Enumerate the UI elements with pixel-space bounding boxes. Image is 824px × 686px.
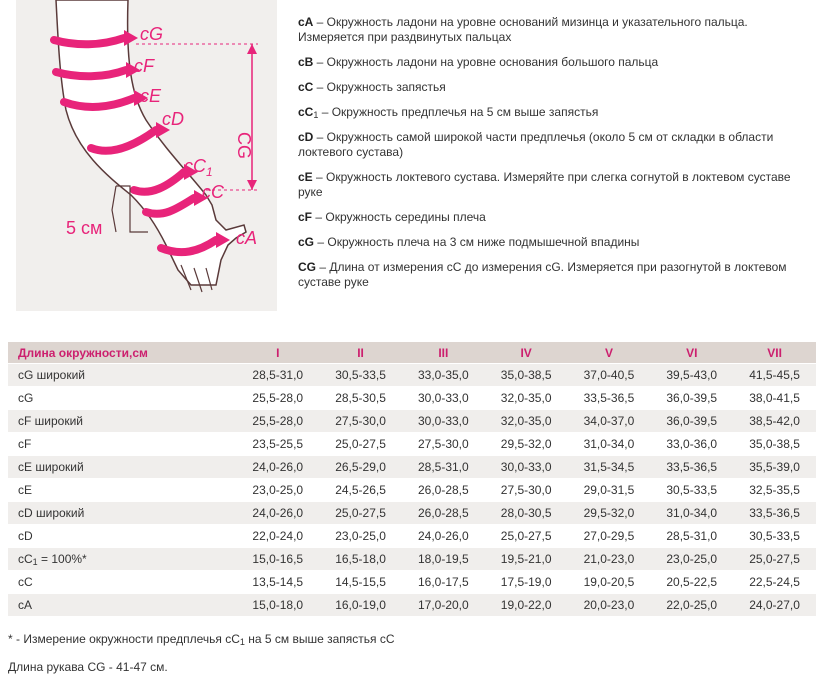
row-label: cF: [8, 433, 236, 456]
table-cell: 32,0-35,0: [485, 410, 568, 433]
table-cell: 25,5-28,0: [236, 410, 319, 433]
table-cell: 27,5-30,0: [319, 410, 402, 433]
table-cell: 31,0-34,0: [568, 433, 651, 456]
table-cell: 29,5-32,0: [568, 502, 651, 525]
table-row: [8, 479, 816, 502]
header-size-I: I: [236, 342, 319, 364]
table-cell: 33,5-36,5: [733, 502, 816, 525]
table-cell: 16,0-19,0: [319, 594, 402, 617]
table-cell: 24,0-26,0: [236, 502, 319, 525]
legend-item-cF: cF – Окружность середины плеча: [298, 210, 486, 224]
table-cell: 19,0-20,5: [568, 571, 651, 594]
table-cell: 13,5-14,5: [236, 571, 319, 594]
label-cE: cE: [140, 86, 162, 106]
row-label: $cC_1 = 100\%*$: [8, 548, 236, 571]
sleeve-length-note: Длина рукава CG - 41-47 см.: [8, 660, 168, 674]
table-cell: 25,0-27,5: [319, 433, 402, 456]
table-row: [8, 387, 816, 410]
label-cC1: $cC_1$: [184, 156, 213, 179]
header-size-VII: VII: [733, 342, 816, 364]
table-cell: 34,0-37,0: [568, 410, 651, 433]
table-cell: 32,5-35,5: [733, 479, 816, 502]
table-row: [8, 456, 816, 479]
table-cell: 36,0-39,5: [650, 410, 733, 433]
table-cell: 33,5-36,5: [568, 387, 651, 410]
row-label: cG широкий: [8, 364, 236, 387]
legend-item-cC1: $cC_1$ – Окружность предплечья на 5 см выше запястья: [298, 105, 599, 120]
header-label: Длина окружности,см: [8, 342, 236, 364]
header-size-V: V: [568, 342, 651, 364]
table-cell: 30,5-33,5: [319, 364, 402, 387]
legend-item-cC: cC – Окружность запястья: [298, 80, 446, 94]
label-cA: cA: [236, 228, 258, 248]
table-cell: 14,5-15,5: [319, 571, 402, 594]
table-cell: 20,0-23,0: [568, 594, 651, 617]
table-cell: 22,0-25,0: [650, 594, 733, 617]
table-cell: 24,5-26,5: [319, 479, 402, 502]
table-cell: 31,0-34,0: [650, 502, 733, 525]
table-row: [8, 525, 816, 548]
row-label: cD: [8, 525, 236, 548]
table-cell: 30,5-33,5: [650, 479, 733, 502]
row-label: cD широкий: [8, 502, 236, 525]
arm-diagram: [16, 0, 277, 311]
table-cell: 25,0-27,5: [733, 548, 816, 571]
header-size-III: III: [402, 342, 485, 364]
table-cell: 24,0-26,0: [402, 525, 485, 548]
table-cell: 21,0-23,0: [568, 548, 651, 571]
table-cell: 35,0-38,5: [485, 364, 568, 387]
table-cell: 36,0-39,5: [650, 387, 733, 410]
row-label: cA: [8, 594, 236, 617]
table-cell: 18,0-19,5: [402, 548, 485, 571]
table-cell: 26,0-28,5: [402, 479, 485, 502]
table-row: [8, 433, 816, 456]
table-cell: 25,0-27,5: [485, 525, 568, 548]
table-cell: 38,0-41,5: [733, 387, 816, 410]
table-cell: 31,5-34,5: [568, 456, 651, 479]
table-cell: 26,0-28,5: [402, 502, 485, 525]
row-label: cE широкий: [8, 456, 236, 479]
table-cell: 19,0-22,0: [485, 594, 568, 617]
table-cell: 27,5-30,0: [402, 433, 485, 456]
table-cell: 24,0-27,0: [733, 594, 816, 617]
table-cell: 23,0-25,0: [319, 525, 402, 548]
table-cell: 28,5-30,5: [319, 387, 402, 410]
header-size-VI: VI: [650, 342, 733, 364]
table-cell: 32,0-35,0: [485, 387, 568, 410]
table-cell: 28,5-31,0: [650, 525, 733, 548]
row-label: cF широкий: [8, 410, 236, 433]
table-cell: 28,5-31,0: [402, 456, 485, 479]
table-cell: 30,5-33,5: [733, 525, 816, 548]
table-cell: 38,5-42,0: [733, 410, 816, 433]
table-row: [8, 571, 816, 594]
table-cell: 26,5-29,0: [319, 456, 402, 479]
label-cF: cF: [134, 56, 154, 76]
table-cell: 39,5-43,0: [650, 364, 733, 387]
table-row: [8, 502, 816, 525]
table-cell: 16,0-17,5: [402, 571, 485, 594]
table-cell: 33,0-36,0: [650, 433, 733, 456]
row-label: cG: [8, 387, 236, 410]
table-cell: 17,0-20,0: [402, 594, 485, 617]
table-row: [8, 594, 816, 617]
table-cell: 15,0-16,5: [236, 548, 319, 571]
table-cell: 23,5-25,5: [236, 433, 319, 456]
table-cell: 23,0-25,0: [650, 548, 733, 571]
table-cell: 30,0-33,0: [485, 456, 568, 479]
table-cell: 37,0-40,5: [568, 364, 651, 387]
table-cell: 22,5-24,5: [733, 571, 816, 594]
table-cell: 33,5-36,5: [650, 456, 733, 479]
table-cell: 33,0-35,0: [402, 364, 485, 387]
table-cell: 28,0-30,5: [485, 502, 568, 525]
legend-item-cG: cG – Окружность плеча на 3 см ниже подмышечной впадины: [298, 235, 640, 249]
label-cC: cC: [202, 182, 224, 202]
table-cell: 17,5-19,0: [485, 571, 568, 594]
label-CG: CG: [234, 132, 254, 159]
label-cD: cD: [162, 109, 184, 129]
table-row: [8, 364, 816, 387]
size-table: [8, 342, 816, 616]
table-row: [8, 548, 816, 571]
label-cG: cG: [140, 24, 164, 44]
table-cell: 30,0-33,0: [402, 387, 485, 410]
table-cell: 30,0-33,0: [402, 410, 485, 433]
row-label: cC: [8, 571, 236, 594]
arm-measurement-illustration: [16, 0, 277, 311]
row-label: cE: [8, 479, 236, 502]
table-cell: 23,0-25,0: [236, 479, 319, 502]
table-cell: 19,5-21,0: [485, 548, 568, 571]
table-cell: 25,5-28,0: [236, 387, 319, 410]
table-cell: 27,5-30,0: [485, 479, 568, 502]
table-body: [8, 364, 816, 617]
table-cell: 41,5-45,5: [733, 364, 816, 387]
footnote: * - Измерение окружности предплечья $cC_1$ на 5 см выше запястья cC: [8, 632, 395, 647]
legend-item-CG: CG – Длина от измерения cC до измерения cG. Измеряется при разогнутой в локтевом суставе руке: [298, 260, 787, 289]
table-row: [8, 410, 816, 433]
table-cell: 16,5-18,0: [319, 548, 402, 571]
table-cell: 29,0-31,5: [568, 479, 651, 502]
table-cell: 27,0-29,5: [568, 525, 651, 548]
header-size-IV: IV: [485, 342, 568, 364]
table-cell: 25,0-27,5: [319, 502, 402, 525]
table-cell: 24,0-26,0: [236, 456, 319, 479]
table-cell: 35,5-39,0: [733, 456, 816, 479]
table-cell: 28,5-31,0: [236, 364, 319, 387]
table-cell: 22,0-24,0: [236, 525, 319, 548]
legend-item-cD: cD – Окружность самой широкой части предплечья (около 5 см от складки в области локтевого сустава): [298, 130, 774, 159]
legend-item-cB: cB – Окружность ладони на уровне основания большого пальца: [298, 55, 659, 69]
table-cell: 15,0-18,0: [236, 594, 319, 617]
table-cell: 20,5-22,5: [650, 571, 733, 594]
table-cell: 29,5-32,0: [485, 433, 568, 456]
label-5cm: 5 см: [66, 218, 103, 238]
measurement-legend: [298, 15, 810, 300]
header-size-II: II: [319, 342, 402, 364]
table-cell: 35,0-38,5: [733, 433, 816, 456]
table-header-row: [8, 342, 816, 364]
legend-item-cA: cA – Окружность ладони на уровне оснований мизинца и указательного пальца. Измеряется при раздвинутых пальцах: [298, 15, 748, 44]
legend-item-cE: cE – Окружность локтевого сустава. Измеряйте при слегка согнутой в локтевом суставе руке: [298, 170, 791, 199]
